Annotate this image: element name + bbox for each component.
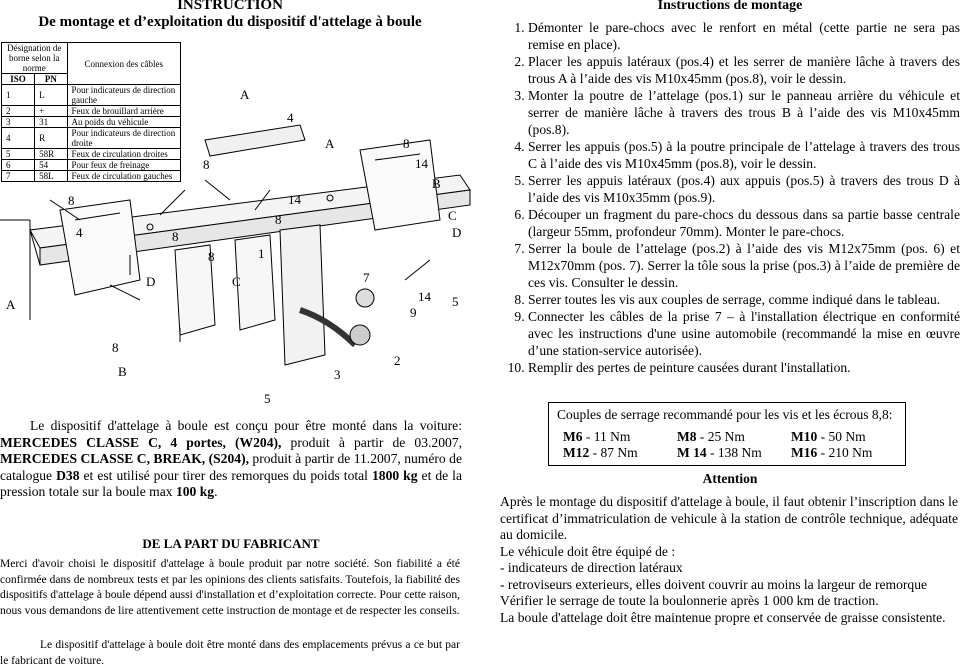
label-A: A [240, 87, 250, 102]
label-4: 4 [287, 110, 294, 125]
iso-header: ISO [2, 74, 35, 85]
table-row: 3 31 Au poids du véhicule [2, 117, 181, 128]
instructions-heading: Instructions de montage [657, 0, 803, 13]
label-9: 9 [410, 305, 417, 320]
label-C: C [448, 208, 457, 223]
label-A: A [6, 297, 16, 312]
list-item: 1. Démonter le pare-chocs avec le renfort en métal (cette partie ne sera pas remise en place). [528, 19, 960, 53]
manufacturer-heading: DE LA PART DU FABRICANT [142, 536, 320, 551]
label-5: 5 [264, 391, 271, 406]
label-8: 8 [112, 340, 119, 355]
table-row: 4 R Pour indicateurs de direction droite [2, 128, 181, 149]
table-row: 2 + Feux de brouillard arrière [2, 106, 181, 117]
label-3: 3 [334, 367, 341, 382]
torque-item: M10 - 50 Nm [791, 429, 866, 444]
label-2: 2 [394, 353, 401, 368]
list-item: 4. Serrer les appuis (pos.5) à la poutre principale de l’attelage à travers des trous C à l’aide des vis M10x45mm (pos.8), voir le dessin. [528, 138, 960, 172]
connexion-header: Connexion des câbles [67, 43, 180, 85]
list-item: 7. Serrer la boule de l’attelage (pos.2) à l’aide des vis M12x75mm (pos. 6) et M12x70mm (pos. 7). Serrer la tôle sous la prise (pos.3) à l’aide de première de ces vis. Consulter le dessin. [528, 240, 960, 291]
label-14: 14 [415, 156, 428, 171]
label-8: 8 [403, 136, 410, 151]
label-8: 8 [208, 249, 215, 264]
label-D: D [452, 225, 462, 240]
label-D: D [146, 274, 156, 289]
label-B: B [118, 364, 127, 379]
label-C: C [232, 274, 241, 289]
label-4: 4 [76, 225, 83, 240]
torque-item: M6 - 11 Nm [563, 429, 631, 444]
table-row: 7 58L Feux de circulation gauches [2, 171, 181, 182]
list-item: 5. Serrer les appuis latéraux (pos.4) aux appuis (pos.5) à travers des trous D à l’aide des vis M10x35mm (pos.9). [528, 172, 960, 206]
label-B: B [432, 176, 441, 191]
title-line-1: INSTRUCTION [177, 0, 283, 13]
manufacturer-message: Merci d'avoir choisi le dispositif d'attelage à boule produit par notre société. Son fiabilité a été confirmée dans de nombreux tests et par les opinions des clients satisfaits. Toutefois, la fiabilité des dispositifs d'attelage à boule dépend aussi d'installation et d’exploitation correcte. Pour cette raison, nous vous demandons de lire attentivement cette instruction de montage et de respecter les conseils. [0, 558, 460, 617]
pn-header: PN [35, 74, 67, 85]
attention-heading: Attention [702, 471, 758, 486]
table-row: 5 58R Feux de circulation droites [2, 149, 181, 160]
label-8: 8 [203, 157, 210, 172]
manufacturer-note: Le dispositif d'attelage à boule doit être monté dans des emplacements prévus a ce but par le fabricant de voiture. [0, 639, 460, 667]
label-14: 14 [288, 192, 301, 207]
list-item: 8. Serrer toutes les vis aux couples de serrage, comme indiqué dans le tableau. [528, 291, 960, 308]
torque-item: M 14 - 138 Nm [677, 445, 762, 460]
torque-item: M16 - 210 Nm [791, 445, 873, 460]
label-8: 8 [275, 212, 282, 227]
list-item: 2. Placer les appuis latéraux (pos.4) et les serrer de manière lâche à travers des trous A à l’aide des vis M10x45mm (pos.8), voir le dessin. [528, 53, 960, 87]
list-item: 6. Découper un fragment du pare-chocs du dessous dans sa partie basse centrale (largeur 55mm, profondeur 70mm). Monter le pare-chocs. [528, 206, 960, 240]
label-14: 14 [418, 289, 431, 304]
title-line-2: De montage et d’exploitation du dispositif d'attelage à boule [38, 14, 422, 30]
label-8: 8 [172, 229, 179, 244]
list-item: 10. Remplir des pertes de peinture causées durant l'installation. [528, 359, 960, 376]
list-item: 3. Monter la poutre de l’attelage (pos.1) sur le panneau arrière du véhicule et serrer de manière lâche à travers des trous B à l’aide des vis M10x45mm (pos.8). [528, 87, 960, 138]
torque-table [548, 402, 906, 466]
designation-header: Désignation de borne selon la norme [2, 43, 68, 74]
document-title [0, 0, 460, 31]
label-1: 1 [258, 246, 265, 261]
vehicle-compatibility: Le dispositif d'attelage à boule est conçu pour être monté dans la voiture: MERCEDES CLASSE C, 4 portes, (W204), produit à partir de 03.2007, MERCEDES CLASSE C, BREAK, (S204), produit à partir de 11.2007, numéro de catalogue D38 et est utilisé pour tirer des remorques du poids total 1800 kg et de la pression totale sur la boule max 100 kg. [0, 418, 462, 499]
torque-item: M12 - 87 Nm [563, 445, 638, 460]
label-8: 8 [68, 193, 75, 208]
torque-item: M8 - 25 Nm [677, 429, 745, 444]
label-7: 7 [363, 270, 370, 285]
table-row: 6 54 Pour feux de freinage [2, 160, 181, 171]
install-steps [500, 19, 960, 376]
towbar-exploded-diagram [0, 80, 500, 410]
table-row: 1 L Pour indicateurs de direction gauche [2, 85, 181, 106]
label-5: 5 [452, 294, 459, 309]
list-item: 9. Connecter les câbles de la prise 7 – à l'installation électrique en conformité avec les instructions d'une usine automobile (recommandé la mise en œuvre d’une station-service autorisée). [528, 308, 960, 359]
label-A: A [325, 136, 335, 151]
torque-title: Couples de serrage recommandé pour les vis et les écrous 8,8: [557, 407, 893, 422]
attention-text: Après le montage du dispositif d'attelage à boule, il faut obtenir l’inscription dans le certificat d’immatriculation de vehicule à la station de contrôle technique, adéquate au domicile. Le véhicule doit être équipé de : - indicateurs de direction latéraux - retroviseurs exterieurs, elles doivent couvrir au moins la largeur de remorque Vérifier le serrage de toute la boulonnerie après 1 000 km de traction. La boule d'attelage doit être maintenue propre et conservée de graisse consistente. [500, 494, 958, 625]
